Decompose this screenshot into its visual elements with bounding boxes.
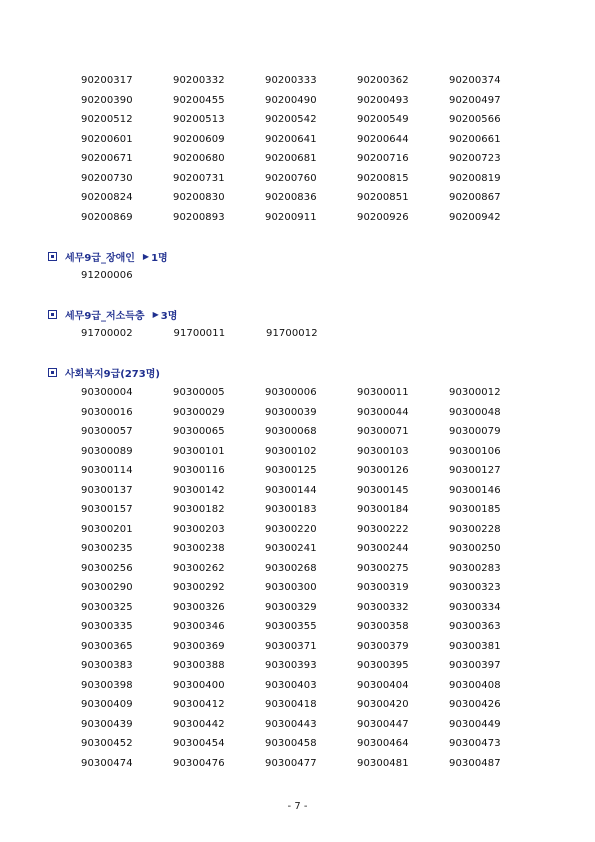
id-cell: 90300220 (265, 523, 317, 535)
table-row (81, 578, 541, 598)
id-cell: 90200609 (173, 133, 225, 145)
id-cell: 90300398 (81, 679, 133, 691)
id-cell: 90300235 (81, 543, 133, 554)
id-cell: 90300184 (357, 504, 409, 515)
id-cell: 90300358 (357, 621, 409, 632)
id-cell: 90300447 (357, 718, 409, 730)
id-cell: 90200455 (173, 94, 225, 106)
id-cell: 90300268 (265, 562, 317, 574)
id-cell: 90300452 (81, 738, 133, 749)
id-cell: 90200549 (357, 114, 409, 125)
id-cell: 90200661 (449, 133, 501, 145)
section-heading-disabled (48, 248, 168, 264)
id-cell: 90300418 (265, 699, 317, 710)
id-cell: 90300476 (173, 757, 225, 769)
id-cell: 90300137 (81, 484, 133, 496)
id-cell: 91700011 (173, 328, 226, 339)
disabled-number-grid (81, 266, 541, 286)
id-cell: 90300290 (81, 582, 133, 593)
id-cell: 90300365 (81, 640, 133, 652)
id-cell: 90300454 (173, 738, 225, 749)
id-cell: 90300068 (265, 426, 317, 437)
id-cell: 90200851 (357, 192, 409, 203)
page-number: - 7 - (287, 801, 308, 812)
id-cell: 90300185 (449, 504, 501, 515)
id-cell: 90300458 (265, 738, 317, 749)
id-cell: 90300412 (173, 699, 225, 710)
id-cell: 90300079 (449, 426, 501, 437)
table-row (81, 559, 541, 579)
id-cell: 90300404 (357, 679, 409, 691)
id-cell: 90300395 (357, 660, 409, 671)
id-cell: 90300335 (81, 621, 133, 632)
id-cell: 90200497 (449, 94, 501, 106)
id-cell: 90300400 (173, 679, 225, 691)
id-cell: 90300381 (449, 640, 501, 652)
id-cell: 90300006 (265, 387, 317, 398)
id-cell: 90300029 (173, 406, 225, 418)
id-cell: 90300477 (265, 757, 317, 769)
triangle-right-icon: ▶ (142, 251, 150, 261)
table-row (81, 637, 541, 657)
table-row (81, 676, 541, 696)
id-cell: 90300089 (81, 445, 133, 457)
id-cell: 90300403 (265, 679, 317, 691)
table-row (81, 91, 541, 111)
id-cell: 90200332 (173, 75, 225, 86)
id-cell: 90300325 (81, 601, 133, 613)
id-cell: 90200601 (81, 133, 133, 145)
square-bullet-icon (48, 310, 57, 319)
table-row (81, 715, 541, 735)
table-row (81, 481, 541, 501)
id-cell: 90200731 (173, 172, 225, 184)
id-cell: 90300244 (357, 543, 409, 554)
id-cell: 90300420 (357, 699, 409, 710)
id-cell: 90300256 (81, 562, 133, 574)
id-cell: 90300473 (449, 738, 501, 749)
section-count: 1명 (151, 252, 168, 264)
welfare-number-grid (81, 383, 541, 773)
id-cell: 90200566 (449, 114, 501, 125)
id-cell: 90300443 (265, 718, 317, 730)
id-cell: 91700012 (266, 328, 318, 339)
id-cell: 90300388 (173, 660, 225, 671)
table-row (81, 149, 541, 169)
id-cell: 90200836 (265, 192, 317, 203)
id-cell: 90300016 (81, 406, 133, 418)
table-row (81, 442, 541, 462)
table-row (81, 695, 541, 715)
table-row (81, 422, 541, 442)
section-count: 3명 (160, 310, 178, 322)
table-row (81, 734, 541, 754)
id-cell: 90300228 (449, 523, 501, 535)
id-cell: 90300126 (357, 465, 409, 476)
id-cell: 90300157 (81, 504, 133, 515)
id-cell: 90200716 (357, 153, 409, 164)
table-row (81, 383, 541, 403)
table-row (81, 754, 541, 774)
id-cell: 90200867 (449, 192, 501, 203)
id-cell: 90300346 (173, 621, 225, 632)
id-cell: 90300487 (449, 757, 501, 769)
id-cell: 90300144 (265, 484, 317, 496)
id-cell: 90300125 (265, 465, 317, 476)
id-cell: 90200819 (449, 172, 501, 184)
id-cell: 90300241 (265, 543, 317, 554)
id-cell: 90200671 (81, 153, 133, 164)
id-cell: 90200641 (265, 133, 317, 145)
id-cell: 90200493 (357, 94, 409, 106)
table-row (81, 266, 541, 286)
section-heading-welfare (48, 364, 160, 380)
id-cell: 90300426 (449, 699, 501, 710)
table-row (81, 539, 541, 559)
id-cell: 90300048 (449, 406, 501, 418)
id-cell: 90200830 (173, 192, 225, 203)
square-bullet-icon (48, 252, 57, 261)
id-cell: 90200893 (173, 211, 225, 223)
id-cell: 90200942 (449, 211, 501, 223)
id-cell: 90300283 (449, 562, 501, 574)
id-cell: 90300101 (173, 445, 225, 457)
id-cell: 90300292 (173, 582, 225, 593)
id-cell: 90200730 (81, 172, 133, 184)
id-cell: 90300039 (265, 406, 317, 418)
id-cell: 90300449 (449, 718, 501, 730)
id-cell: 90200362 (357, 75, 409, 86)
table-row (81, 461, 541, 481)
table-row (81, 188, 541, 208)
table-row (81, 324, 541, 344)
id-cell: 90200513 (173, 114, 225, 125)
id-cell: 90300464 (357, 738, 409, 749)
id-cell: 90300106 (449, 445, 501, 457)
id-cell: 90300442 (173, 718, 225, 730)
id-cell: 91200006 (81, 270, 133, 281)
section-title: 세무9급_장애인 (65, 252, 135, 264)
id-cell: 90200926 (357, 211, 409, 223)
id-cell: 90200317 (81, 75, 133, 86)
id-cell: 90300275 (357, 562, 409, 574)
id-cell: 90300011 (357, 387, 409, 398)
id-cell: 91700002 (81, 328, 133, 339)
table-row (81, 130, 541, 150)
id-cell: 90300103 (357, 445, 409, 457)
section-title: 사회복지9급(273명) (65, 368, 160, 380)
id-cell: 90300363 (449, 621, 501, 632)
id-cell: 90300145 (357, 484, 409, 496)
table-row (81, 598, 541, 618)
table-row (81, 500, 541, 520)
lowincome-number-grid (81, 324, 541, 344)
id-cell: 90200723 (449, 153, 501, 164)
table-row (81, 71, 541, 91)
id-cell: 90300355 (265, 621, 317, 632)
id-cell: 90300201 (81, 523, 133, 535)
id-cell: 90200815 (357, 172, 409, 184)
id-cell: 90300408 (449, 679, 501, 691)
id-cell: 90300146 (449, 484, 501, 496)
id-cell: 90300114 (81, 465, 133, 476)
id-cell: 90300379 (357, 640, 409, 652)
id-cell: 90300238 (173, 543, 225, 554)
id-cell: 90300334 (449, 601, 501, 613)
id-cell: 90300481 (357, 757, 409, 769)
id-cell: 90200490 (265, 94, 317, 106)
id-cell: 90300183 (265, 504, 317, 515)
id-cell: 90200390 (81, 94, 133, 106)
id-cell: 90300323 (449, 582, 501, 593)
id-cell: 90300329 (265, 601, 317, 613)
id-cell: 90200333 (265, 75, 317, 86)
id-cell: 90300393 (265, 660, 317, 671)
id-cell: 90200824 (81, 192, 133, 203)
id-cell: 90300397 (449, 660, 501, 671)
id-cell: 90300383 (81, 660, 133, 671)
table-row (81, 110, 541, 130)
id-cell: 90300326 (173, 601, 225, 613)
id-cell: 90300222 (357, 523, 409, 535)
id-cell: 90300319 (357, 582, 409, 593)
id-cell: 90300071 (357, 426, 409, 437)
id-cell: 90300409 (81, 699, 133, 710)
id-cell: 90300012 (449, 387, 501, 398)
table-row (81, 656, 541, 676)
id-cell: 90200644 (357, 133, 409, 145)
id-cell: 90300250 (449, 543, 501, 554)
section-title: 세무9급_저소득층 (65, 310, 145, 322)
table-row (81, 169, 541, 189)
id-cell: 90300065 (173, 426, 225, 437)
id-cell: 90300369 (173, 640, 225, 652)
id-cell: 90300044 (357, 406, 409, 418)
id-cell: 90300057 (81, 426, 133, 437)
id-cell: 90300371 (265, 640, 317, 652)
id-cell: 90300300 (265, 582, 317, 593)
id-cell: 90300116 (173, 465, 225, 476)
table-row (81, 617, 541, 637)
id-cell: 90300102 (265, 445, 317, 457)
table-row (81, 403, 541, 423)
id-cell: 90300332 (357, 601, 409, 613)
id-cell: 90200680 (173, 153, 225, 164)
square-bullet-icon (48, 368, 57, 377)
id-cell: 90300182 (173, 504, 225, 515)
section-heading-lowincome (48, 306, 177, 322)
id-cell: 90300203 (173, 523, 225, 535)
triangle-right-icon: ▶ (152, 309, 159, 319)
id-cell: 90300005 (173, 387, 225, 398)
id-cell: 90300142 (173, 484, 225, 496)
id-cell: 90300474 (81, 757, 133, 769)
id-cell: 90200681 (265, 153, 317, 164)
id-cell: 90200760 (265, 172, 317, 184)
id-cell: 90300439 (81, 718, 133, 730)
id-cell: 90300127 (449, 465, 501, 476)
id-cell: 90300004 (81, 387, 133, 398)
id-cell: 90300262 (173, 562, 225, 574)
id-cell: 90200869 (81, 211, 133, 223)
top-number-grid (81, 71, 541, 227)
id-cell: 90200374 (449, 75, 501, 86)
id-cell: 90200512 (81, 114, 133, 125)
table-row (81, 208, 541, 228)
id-cell: 90200911 (265, 211, 317, 223)
table-row (81, 520, 541, 540)
id-cell: 90200542 (265, 114, 317, 125)
